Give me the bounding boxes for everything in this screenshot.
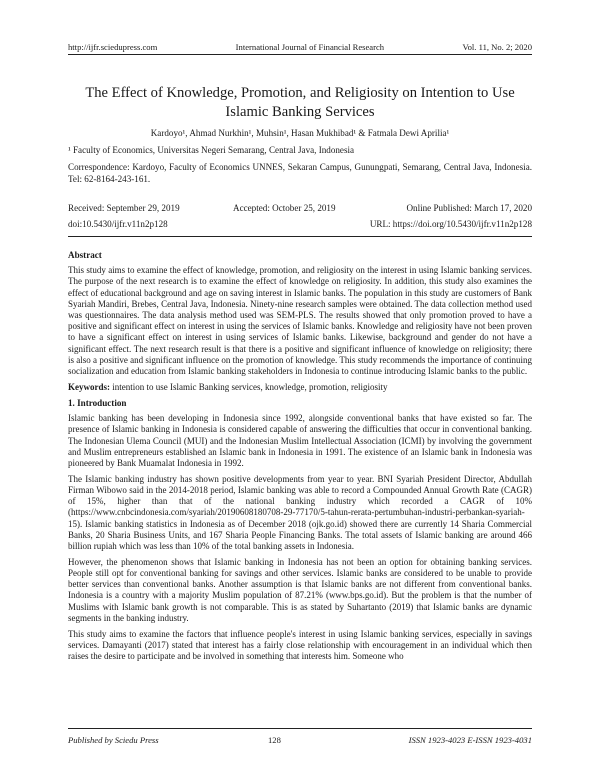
footer-divider: [68, 728, 532, 729]
keywords-label: Keywords:: [68, 381, 110, 392]
intro-paragraph: This study aims to examine the factors that influence people's interest in using Islamic banking services, especially in savings services. Damayanti (2017) stated that interest has a fairly close relationship with encouragement in an individual which then raises the desire to participate and be involved in something that interests him. Someone who: [68, 628, 532, 662]
page-number: 128: [268, 735, 281, 745]
received-date: Received: September 29, 2019: [68, 203, 180, 213]
journal-name: International Journal of Financial Research: [235, 42, 385, 52]
doi[interactable]: doi:10.5430/ijfr.v11n2p128: [68, 219, 168, 229]
affiliation: ¹ Faculty of Economics, Universitas Negeri Semarang, Central Java, Indonesia: [68, 145, 355, 155]
intro-paragraph: Islamic banking has been developing in Indonesia since 1992, alongside conventional banks that have existed so far. The presence of Islamic banking in Indonesia is considered capable of answering the difficulties that occur in conventional banking. The Indonesian Ulema Council (MUI) and the Indonesian Muslim Intellectual Association (ICMI) by involving the government and Muslim entrepreneurs established an Islamic bank in Indonesia in 1991. The existence of an Islamic bank in Indonesia was pioneered by Bank Muamalat Indonesia in 1992.: [68, 413, 532, 469]
article-body: [68, 250, 532, 667]
intro-paragraph: The Islamic banking industry has shown positive developments from year to year. BNI Syariah President Director, Abdullah Firman Wibowo said in the 2014-2018 period, Islamic banking was able to record a Compounded Annual Growth Rate (CAGR) of 15%, higher than that of the national banking industry which recorded a CAGR of 10% (https://www.cnbcindonesia.com/syariah/20190608180708-29-77170/5-tahun-rerata-pertumbuhan-industri-perbankan-syariah-15). Islamic banking statistics in Indonesia as of December 2018 (ojk.go.id) showed there are currently 14 Sharia Commercial Banks, 20 Sharia Business Units, and 167 Sharia People Financing Banks. The total assets of Islamic banking are around 466 billion rupiah which was less than 10% of the total banking assets in Indonesia.: [68, 473, 532, 552]
dates-divider: [68, 236, 532, 237]
published-date: Online Published: March 17, 2020: [406, 203, 532, 213]
correspondence: Correspondence: Kardoyo, Faculty of Economics UNNES, Sekaran Campus, Gunungpati, Semarang, Central Java, Indonesia. Tel: 62-8164-243-161.: [68, 162, 532, 184]
volume-info: Vol. 11, No. 2; 2020: [462, 42, 532, 52]
running-header: [68, 42, 532, 52]
keywords: [68, 382, 532, 393]
header-divider: [68, 54, 532, 55]
paper-title: The Effect of Knowledge, Promotion, and Religiosity on Intention to Use Islamic Banking Services: [85, 85, 515, 120]
abstract-heading: Abstract: [68, 250, 102, 260]
keywords-text: intention to use Islamic Banking services, knowledge, promotion, religiosity: [110, 381, 388, 392]
journal-url[interactable]: http://ijfr.sciedupress.com: [68, 42, 158, 52]
intro-paragraph: However, the phenomenon shows that Islamic banking in Indonesia has not been an option for obtaining banking services. People still opt for conventional banking for savings and other services. Islamic banks are considered to be unable to provide better services than conventional banks. Another assumption is that Islamic banks are not different from conventional banks. Indonesia is a country with a majority Muslim population of 87.21% (www.bps.go.id). But the problem is that the number of Muslims with Islamic bank growth is not comparable. This is as stated by Suhartanto (2019) that Islamic banks are dynamic segments in the banking industry.: [68, 556, 532, 623]
publisher: Published by Sciedu Press: [68, 735, 159, 745]
introduction-heading: 1. Introduction: [68, 398, 127, 409]
doi-url[interactable]: URL: https://doi.org/10.5430/ijfr.v11n2p128: [369, 219, 532, 229]
issn: ISSN 1923-4023 E-ISSN 1923-4031: [408, 735, 532, 745]
author-list: Kardoyo¹, Ahmad Nurkhin¹, Muhsin¹, Hasan Mukhibad¹ & Fatmala Dewi Aprilia¹: [150, 128, 450, 138]
abstract-text: This study aims to examine the effect of knowledge, promotion, and religiosity on the interest in using Islamic banking services. The purpose of the next research is to examine the effect of knowledge on religiosity. In addition, this study also examines the effect of educational background and age on saving interest in Islamic banks. The population in this study are customers of Bank Syariah Mandiri, Brebes, Central Java, Indonesia. Ninety-nine research samples were obtained. The data collection method used was questionnaires. The data analysis method used was SEM-PLS. The results showed that only promotion proved to have a positive and significant effect on interest in using the services of Islamic banks. Knowledge and religiosity have not been proven to have a significant effect on interest in using services of Islamic banks. Likewise, background and gender do not have a significant effect. The next research result is that there is a positive and significant influence of knowledge on religiosity; there is also a positive and significant influence on the promotion of knowledge. This study recommends the importance of continuing socialization and education from Islamic banking stakeholders in Indonesia to continue introducing Islamic banks to the public.: [68, 265, 532, 377]
accepted-date: Accepted: October 25, 2019: [233, 203, 336, 213]
